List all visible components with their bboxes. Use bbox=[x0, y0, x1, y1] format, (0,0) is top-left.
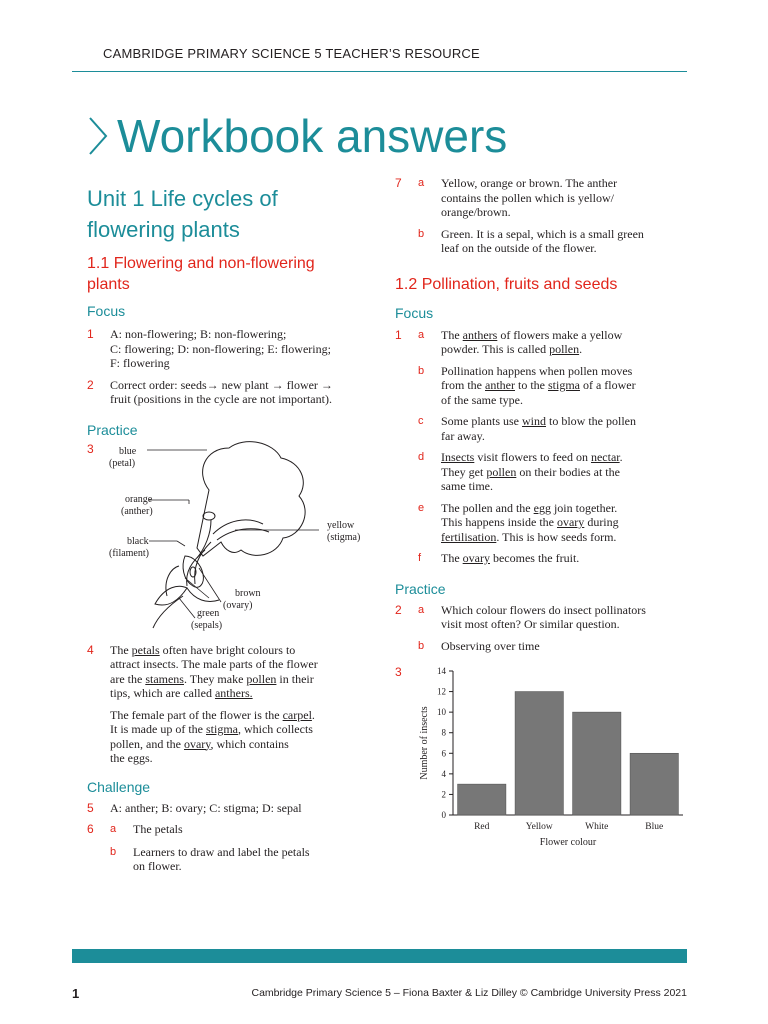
answer-line: leaf on the outside of the flower. bbox=[441, 241, 597, 255]
section-title-line: plants bbox=[87, 276, 130, 293]
text-run: join together. bbox=[550, 500, 618, 515]
keyword: anther bbox=[485, 378, 515, 392]
question-number: 4 bbox=[87, 642, 94, 657]
answer-2 bbox=[87, 378, 367, 407]
answer-line: Learners to draw and label the petals bbox=[133, 844, 310, 859]
answer-line: Correct order: seeds→ new plant → flower → bbox=[110, 377, 333, 392]
label-filament: (filament) bbox=[109, 547, 149, 559]
answer-line: Green. It is a sepal, which is a small green bbox=[441, 226, 644, 241]
y-tick-label: 14 bbox=[437, 666, 446, 676]
text-run: It is made up of the bbox=[110, 722, 206, 736]
focus-heading: Focus bbox=[395, 304, 434, 321]
y-tick-label: 0 bbox=[441, 810, 446, 820]
text-run: powder. This is called bbox=[441, 342, 550, 356]
question-number: 1 bbox=[395, 327, 402, 342]
label-anther: (anther) bbox=[121, 505, 153, 517]
keyword: nectar bbox=[590, 450, 620, 464]
keyword: petals bbox=[131, 642, 160, 657]
text-run: during bbox=[584, 515, 619, 529]
answer-line: orange/brown. bbox=[441, 205, 511, 219]
text-run: The pollen and the bbox=[441, 500, 534, 515]
part-letter: f bbox=[418, 552, 422, 564]
answer-line: on flower. bbox=[133, 859, 182, 873]
question-number: 3 bbox=[395, 665, 402, 679]
x-tick-label: Blue bbox=[645, 822, 664, 832]
keyword: stigma bbox=[205, 722, 238, 736]
label-stigma: (stigma) bbox=[327, 531, 361, 543]
header-rule bbox=[72, 71, 687, 72]
unit-title-line: flowering plants bbox=[87, 217, 240, 242]
text-run: far away. bbox=[441, 428, 485, 443]
keyword: ovary bbox=[556, 515, 585, 529]
bar-chart bbox=[411, 663, 691, 849]
question-number: 2 bbox=[395, 602, 402, 617]
keyword: ovary bbox=[462, 551, 490, 565]
left-column bbox=[87, 183, 367, 874]
part-letter: a bbox=[418, 177, 425, 189]
flower-stamen bbox=[213, 519, 263, 533]
part-letter: a bbox=[110, 823, 117, 835]
text-run: of a flower bbox=[579, 378, 636, 392]
y-axis-title: Number of insects bbox=[419, 706, 430, 780]
part-letter: b bbox=[418, 227, 425, 240]
part-letter: b bbox=[110, 845, 117, 858]
answer-7a bbox=[395, 176, 687, 220]
text-run: to the bbox=[514, 378, 548, 392]
flower-ovary bbox=[183, 556, 203, 587]
practice-heading: Practice bbox=[87, 421, 138, 438]
answer-line: C: flowering; D: non-flowering; E: flowering; bbox=[110, 341, 331, 356]
bar bbox=[515, 692, 563, 815]
answer-4 bbox=[87, 643, 367, 766]
answer-1e bbox=[395, 501, 687, 545]
unit-title bbox=[87, 183, 367, 245]
answer-6b bbox=[87, 845, 367, 874]
answer-line: F: flowering bbox=[110, 356, 170, 370]
y-tick-label: 10 bbox=[437, 707, 446, 718]
keyword: Insects bbox=[441, 450, 475, 464]
text-run: . bbox=[619, 450, 623, 464]
practice-heading: Practice bbox=[395, 580, 446, 597]
answer-6a bbox=[87, 822, 367, 837]
answer-line: A: anther; B: ovary; C: stigma; D: sepal bbox=[110, 800, 302, 815]
label-black: black bbox=[127, 535, 149, 547]
keyword: egg bbox=[533, 500, 551, 515]
answer-2b bbox=[395, 639, 687, 654]
text-run: pollen, and the bbox=[110, 736, 184, 751]
right-column bbox=[395, 176, 687, 855]
text-run: . bbox=[579, 342, 583, 356]
answer-7b bbox=[395, 227, 687, 256]
part-letter: a bbox=[418, 328, 425, 341]
answer-2a bbox=[395, 603, 687, 632]
text-run: . This is how seeds form. bbox=[496, 529, 617, 544]
part-letter: d bbox=[418, 451, 425, 463]
text-run: same time. bbox=[441, 479, 493, 493]
keyword: anthers bbox=[462, 327, 498, 342]
section-1-1-title bbox=[87, 253, 367, 295]
answer-1b bbox=[395, 364, 687, 408]
page-title-text: Workbook answers bbox=[117, 110, 508, 162]
text-run: This happens inside the bbox=[441, 515, 557, 529]
answer-line: A: non-flowering; B: non-flowering; bbox=[110, 327, 287, 341]
keyword: stamens bbox=[145, 671, 184, 686]
focus-heading: Focus bbox=[87, 303, 126, 319]
text-run: becomes the fruit. bbox=[489, 551, 580, 565]
question-number: 5 bbox=[87, 800, 94, 815]
answer-3 bbox=[87, 442, 367, 638]
unit-title-line: Unit 1 Life cycles of bbox=[87, 186, 278, 211]
keyword: fertilisation bbox=[441, 529, 497, 544]
answer-1c bbox=[395, 414, 687, 443]
y-tick-label: 4 bbox=[441, 768, 446, 779]
footer-band bbox=[72, 949, 687, 963]
text-run: of flowers make a yellow bbox=[497, 327, 623, 342]
keyword: pollen bbox=[246, 671, 277, 686]
answer-1f bbox=[395, 551, 687, 566]
text-run: . bbox=[311, 707, 315, 722]
part-letter: e bbox=[418, 501, 425, 514]
question-number: 6 bbox=[87, 822, 94, 836]
answer-line: contains the pollen which is yellow/ bbox=[441, 190, 614, 205]
part-letter: a bbox=[418, 603, 425, 616]
footer-credit: Cambridge Primary Science 5 – Fiona Baxter & Liz Dilley © Cambridge University Press 2021 bbox=[251, 987, 687, 999]
keyword: wind bbox=[522, 414, 546, 428]
question-number: 1 bbox=[87, 327, 94, 341]
text-run: of the same type. bbox=[441, 392, 523, 407]
x-axis-title: Flower colour bbox=[539, 837, 597, 848]
keyword: carpel bbox=[282, 707, 312, 722]
keyword: pollen bbox=[549, 342, 580, 356]
x-tick-label: Red bbox=[474, 822, 490, 832]
answer-line: Yellow, orange or brown. The anther bbox=[441, 176, 618, 190]
bar bbox=[573, 712, 621, 815]
label-brown: brown bbox=[235, 587, 261, 599]
page-title bbox=[87, 108, 507, 165]
part-letter: c bbox=[418, 415, 424, 427]
answer-1a bbox=[395, 328, 687, 357]
answer-line: Which colour flowers do insect pollinators bbox=[441, 602, 646, 617]
label-yellow: yellow bbox=[327, 519, 355, 531]
keyword: ovary bbox=[183, 736, 211, 751]
text-run: The bbox=[110, 642, 132, 657]
text-run: are the bbox=[110, 671, 146, 686]
label-green: green bbox=[197, 607, 220, 619]
x-tick-label: White bbox=[585, 822, 609, 832]
text-run: The bbox=[441, 327, 463, 342]
label-ovary: (ovary) bbox=[223, 599, 253, 611]
bar bbox=[630, 753, 678, 815]
answer-line: fruit (positions in the cycle are not important). bbox=[110, 392, 332, 406]
chevron-right-icon bbox=[87, 116, 109, 156]
text-run: from the bbox=[441, 378, 485, 392]
label-orange: orange bbox=[125, 493, 153, 505]
keyword: pollen bbox=[486, 464, 517, 479]
text-run: The bbox=[441, 551, 463, 565]
text-run: attract insects. The male parts of the flower bbox=[110, 657, 318, 671]
label-blue: blue bbox=[119, 445, 137, 457]
part-letter: b bbox=[418, 364, 425, 377]
answer-1 bbox=[87, 327, 367, 371]
text-run: , which collects bbox=[237, 722, 313, 736]
y-tick-label: 2 bbox=[441, 789, 446, 800]
y-tick-label: 6 bbox=[441, 748, 446, 759]
running-header: CAMBRIDGE PRIMARY SCIENCE 5 TEACHER’S RESOURCE bbox=[103, 46, 480, 61]
part-letter: b bbox=[418, 639, 425, 652]
label-petal: (petal) bbox=[109, 457, 136, 469]
text-run: on their bodies at the bbox=[516, 464, 620, 479]
text-run: They get bbox=[441, 464, 487, 479]
text-run: The female part of the flower is the bbox=[110, 707, 283, 722]
y-tick-label: 8 bbox=[441, 727, 446, 738]
text-run: to blow the pollen bbox=[546, 414, 636, 428]
answer-1d bbox=[395, 450, 687, 494]
question-number: 2 bbox=[87, 377, 94, 392]
flower-anther bbox=[203, 512, 215, 520]
text-run: Pollination happens when pollen moves bbox=[441, 363, 633, 378]
section-1-2-title: 1.2 Pollination, fruits and seeds bbox=[395, 275, 618, 293]
text-run: Some plants use bbox=[441, 414, 522, 428]
question-number: 3 bbox=[87, 441, 94, 456]
question-number: 7 bbox=[395, 176, 402, 190]
label-sepals: (sepals) bbox=[191, 619, 223, 631]
text-run: tips, which are called bbox=[110, 686, 215, 700]
x-tick-label: Yellow bbox=[525, 822, 553, 832]
text-run: in their bbox=[276, 671, 314, 686]
answer-line: Observing over time bbox=[441, 638, 540, 653]
y-tick-label: 12 bbox=[437, 686, 446, 697]
keyword: anthers. bbox=[214, 686, 253, 700]
answer-line: visit most often? Or similar question. bbox=[441, 617, 620, 631]
answer-5 bbox=[87, 801, 367, 816]
text-run: often have bright colours to bbox=[159, 642, 296, 657]
bar bbox=[458, 784, 506, 815]
text-run: visit flowers to feed on bbox=[474, 450, 591, 464]
page-number: 1 bbox=[72, 986, 80, 1001]
answer-line: The petals bbox=[133, 822, 183, 836]
section-title-line: 1.1 Flowering and non-flowering bbox=[87, 255, 315, 272]
text-run: . They make bbox=[183, 671, 247, 686]
keyword: stigma bbox=[547, 378, 580, 392]
flower-diagram bbox=[87, 438, 361, 634]
answer-3-chart bbox=[395, 665, 687, 855]
text-run: the eggs. bbox=[110, 751, 153, 765]
text-run: , which contains bbox=[210, 736, 289, 751]
challenge-heading: Challenge bbox=[87, 778, 151, 795]
flower-petals bbox=[197, 441, 305, 555]
